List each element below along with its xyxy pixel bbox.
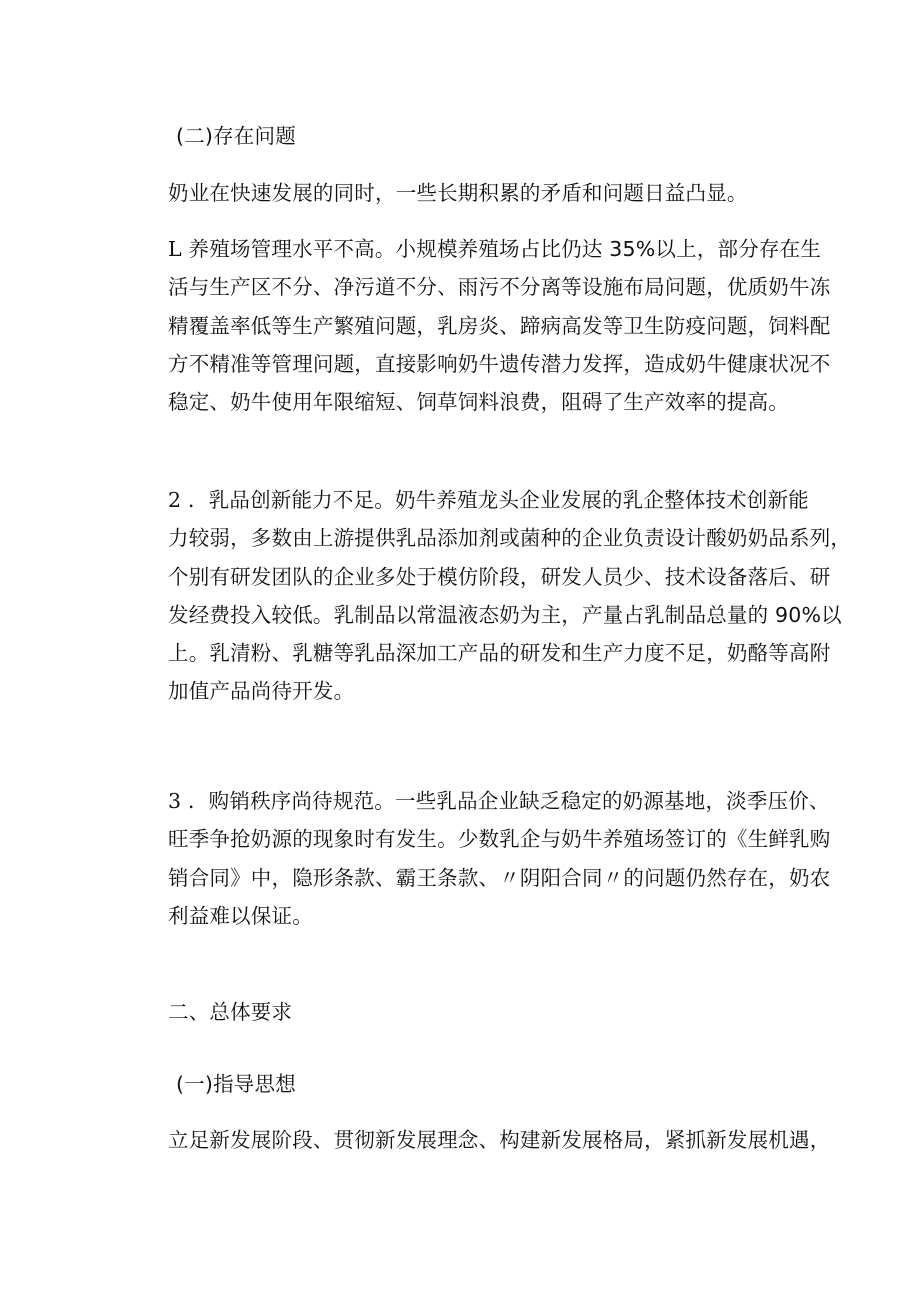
item-1-line: 方不精准等管理问题，直接影响奶牛遗传潜力发挥，造成奶牛健康状况不 (168, 351, 831, 376)
item-2-line: 上。乳清粉、乳糖等乳品深加工产品的研发和生产力度不足，奶酪等高附 (168, 641, 831, 666)
item-1-line: 精覆盖率低等生产繁殖问题，乳房炎、蹄病高发等卫生防疫问题，饲料配 (168, 313, 831, 338)
section-heading-existing-problems: (二)存在问题 (176, 124, 296, 148)
item-3-line: 旺季争抢奶源的现象时有发生。少数乳企与奶牛养殖场签订的《生鲜乳购 (168, 827, 831, 852)
item-2-line: 发经费投入较低。乳制品以常温液态奶为主，产量占乳制品总量的 90%以 (168, 602, 842, 627)
item-3-number: 3 (168, 789, 182, 813)
item-3-line: 利益难以保证。 (168, 903, 313, 928)
item-2-line: 加值产品尚待开发。 (168, 679, 355, 704)
item-1-line: 活与生产区不分、净污道不分、雨污不分离等设施布局问题，优质奶牛冻 (168, 275, 831, 300)
guiding-thought-paragraph: 立足新发展阶段、贯彻新发展理念、构建新发展格局，紧抓新发展机遇， (168, 1128, 831, 1152)
item-2-line: 力较弱，多数由上游提供乳品添加剂或菌种的企业负责设计酸奶奶品系列， (168, 526, 852, 551)
item-3-line: 销合同》中，隐形条款、霸王条款、〃阴阳合同〃的问题仍然存在，奶农 (168, 865, 831, 890)
item-3-paragraph (168, 788, 831, 941)
item-3-line: 3 ．购销秩序尚待规范。一些乳品企业缺乏稳定的奶源基地，淡季压价、 (168, 789, 830, 813)
item-1-line: 稳定、奶牛使用年限缩短、饲草饲料浪费，阻碍了生产效率的提高。 (168, 390, 789, 415)
section-heading-guiding-thought: (一)指导思想 (176, 1072, 296, 1096)
intro-paragraph: 奶业在快速发展的同时，一些长期积累的矛盾和问题日益凸显。 (168, 181, 748, 205)
item-2-paragraph (168, 487, 852, 717)
item-2-line: 2 ．乳品创新能力不足。奶牛养殖龙头企业发展的乳企整体技术创新能 (168, 488, 809, 512)
item-2-number: 2 (168, 488, 182, 512)
part-heading-overall-requirements: 二、总体要求 (168, 1000, 293, 1024)
item-1-paragraph (168, 236, 831, 427)
item-1-line: L 养殖场管理水平不高。小规模养殖场占比仍达 35%以上，部分存在生 (168, 237, 822, 261)
item-1-number: L (168, 237, 182, 261)
item-2-line: 个别有研发团队的企业多处于模仿阶段，研发人员少、技术设备落后、研 (168, 564, 831, 589)
